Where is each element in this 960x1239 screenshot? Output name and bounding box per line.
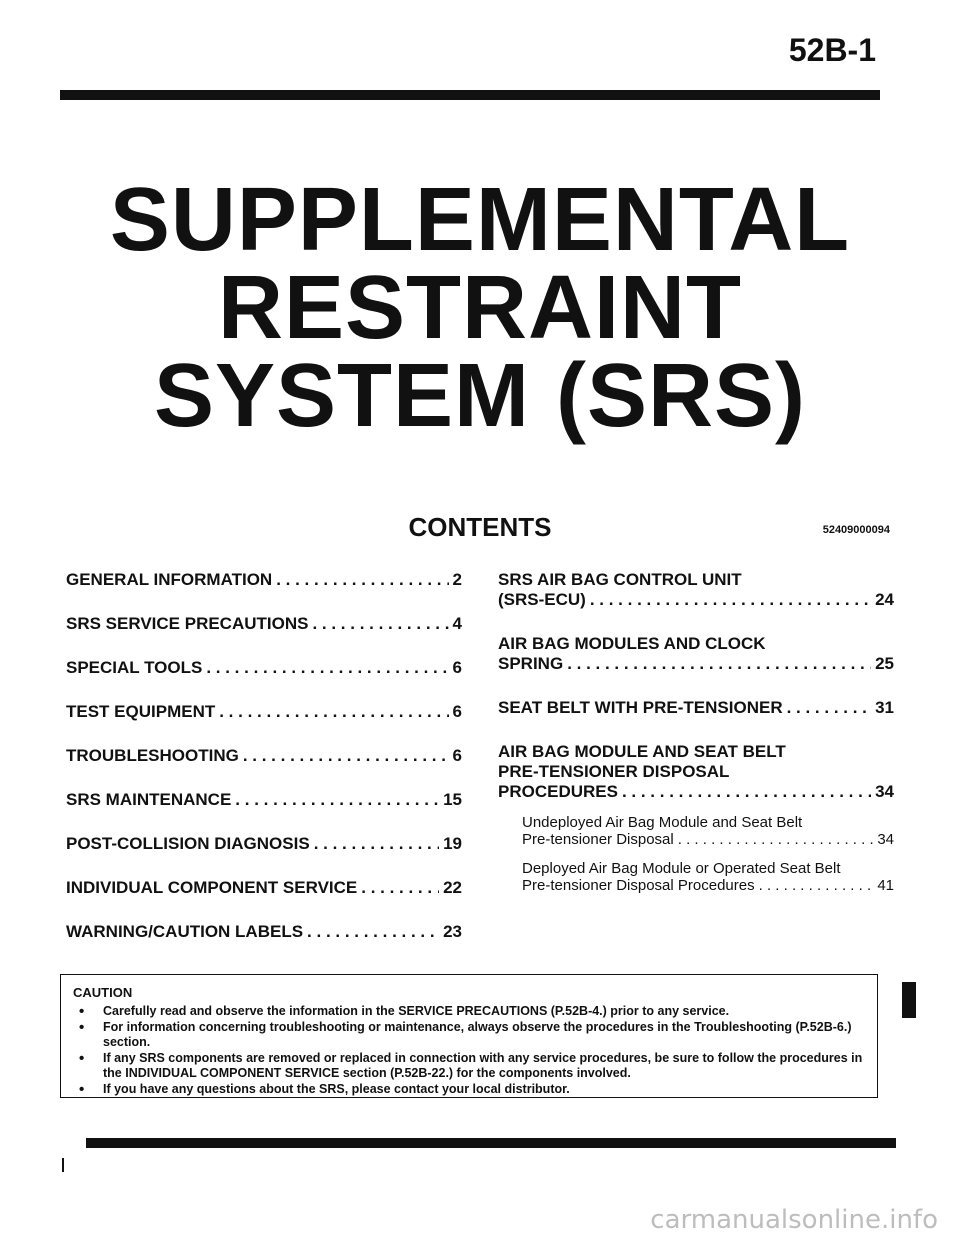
title-line-1: SUPPLEMENTAL: [109, 170, 851, 270]
toc-leader: [307, 922, 439, 942]
caution-item: • If any SRS components are removed or replaced in connection with any service procedures, be sure to follow the procedures in the INDIVIDUAL COMPONENT SERVICE section (P.52B-22.) for the components involved.: [103, 1051, 865, 1081]
toc-label: Pre-tensioner Disposal Procedures: [522, 877, 755, 894]
toc-label-line: Deployed Air Bag Module or Operated Seat Belt: [522, 860, 841, 877]
toc-page: 6: [452, 702, 462, 721]
title-line-3: SYSTEM (SRS): [153, 346, 807, 446]
contents-heading: CONTENTS: [408, 512, 552, 542]
toc-label: POST-COLLISION DIAGNOSIS: [66, 834, 310, 853]
margin-tick: [62, 1158, 64, 1172]
toc-page: 15: [443, 790, 462, 809]
toc-label: SPECIAL TOOLS: [66, 658, 203, 677]
document-code: 52409000094: [822, 524, 890, 536]
watermark: carmanualsonline.info: [650, 1205, 938, 1235]
toc-page: 34: [877, 831, 894, 848]
toc-subentry-deployed[interactable]: [522, 860, 894, 894]
toc-page: 6: [452, 658, 462, 677]
toc-page: 2: [452, 570, 462, 589]
toc-leader: [235, 790, 439, 810]
caution-list: [73, 1004, 865, 1097]
toc-label: PROCEDURES: [498, 782, 618, 801]
toc-page: 19: [443, 834, 462, 853]
toc-entry-warning-caution-labels[interactable]: [66, 922, 462, 942]
toc-entry-disposal-procedures[interactable]: [498, 742, 894, 802]
toc-page: 25: [875, 654, 894, 673]
toc-right-column: [498, 570, 894, 906]
toc-label-line: SRS AIR BAG CONTROL UNIT: [498, 570, 742, 589]
toc-label: SPRING: [498, 654, 564, 673]
toc-page: 24: [875, 590, 894, 609]
toc-entry-test-equipment[interactable]: [66, 702, 462, 722]
toc-leader: [759, 877, 874, 894]
toc-label: TROUBLESHOOTING: [66, 746, 239, 765]
toc-label: GENERAL INFORMATION: [66, 570, 273, 589]
caution-box: [60, 974, 878, 1098]
caution-item: • Carefully read and observe the information in the SERVICE PRECAUTIONS (P.52B-4.) prior to any service.: [103, 1004, 865, 1019]
title-line-2: RESTRAINT: [218, 258, 742, 358]
toc-leader: [243, 746, 449, 766]
toc-label-line: AIR BAG MODULES AND CLOCK: [498, 634, 766, 653]
toc-leader: [206, 658, 448, 678]
page-number: 52B-1: [788, 32, 876, 68]
toc-leader: [276, 570, 448, 590]
toc-leader: [678, 831, 874, 848]
toc-subentry-undeployed[interactable]: [522, 814, 894, 848]
toc-page: 31: [875, 698, 894, 717]
toc-label: SRS MAINTENANCE: [66, 790, 232, 809]
toc-label: TEST EQUIPMENT: [66, 702, 216, 721]
toc-entry-seat-belt-pre-tensioner[interactable]: [498, 698, 894, 718]
toc-entry-srs-service-precautions[interactable]: [66, 614, 462, 634]
toc-entry-air-bag-modules-clock-spring[interactable]: [498, 634, 894, 674]
toc-label-line: PRE-TENSIONER DISPOSAL: [498, 762, 730, 781]
toc-page: 41: [877, 877, 894, 894]
caution-heading: CAUTION: [73, 985, 133, 1000]
toc-entry-special-tools[interactable]: [66, 658, 462, 678]
toc-leader: [590, 590, 871, 610]
toc-label: SRS SERVICE PRECAUTIONS: [66, 614, 309, 633]
toc-label: SEAT BELT WITH PRE-TENSIONER: [498, 698, 783, 717]
toc-label-line: Undeployed Air Bag Module and Seat Belt: [522, 814, 803, 831]
toc-label: WARNING/CAUTION LABELS: [66, 922, 304, 941]
toc-entry-srs-maintenance[interactable]: [66, 790, 462, 810]
toc-entry-general-information[interactable]: [66, 570, 462, 590]
toc-leader: [567, 654, 871, 674]
toc-page: 22: [443, 878, 462, 897]
toc-left-column: [66, 570, 462, 966]
toc-entry-individual-component-service[interactable]: [66, 878, 462, 898]
toc-leader: [219, 702, 448, 722]
toc-entry-troubleshooting[interactable]: [66, 746, 462, 766]
side-tab-marker: [902, 982, 916, 1018]
toc-label: Pre-tensioner Disposal: [522, 831, 674, 848]
toc-leader: [314, 834, 439, 854]
caution-item: • For information concerning troubleshooting or maintenance, always observe the procedures in the Troubleshooting (P.52B-6.) section.: [103, 1020, 865, 1050]
toc-label-line: AIR BAG MODULE AND SEAT BELT: [498, 742, 786, 761]
bottom-rule: [86, 1138, 896, 1148]
toc-page: 34: [875, 782, 894, 801]
toc-label: (SRS-ECU): [498, 590, 586, 609]
toc-entry-srs-air-bag-control-unit[interactable]: [498, 570, 894, 610]
toc-page: 4: [452, 614, 462, 633]
toc-page: 6: [452, 746, 462, 765]
toc-leader: [312, 614, 448, 634]
top-rule: [60, 90, 880, 100]
document-title: [0, 170, 960, 446]
toc-leader: [787, 698, 871, 718]
toc-label: INDIVIDUAL COMPONENT SERVICE: [66, 878, 358, 897]
toc-entry-post-collision-diagnosis[interactable]: [66, 834, 462, 854]
toc-leader: [622, 782, 871, 802]
toc-leader: [361, 878, 439, 898]
caution-item: • If you have any questions about the SRS, please contact your local distributor.: [103, 1082, 865, 1097]
toc-page: 23: [443, 922, 462, 941]
